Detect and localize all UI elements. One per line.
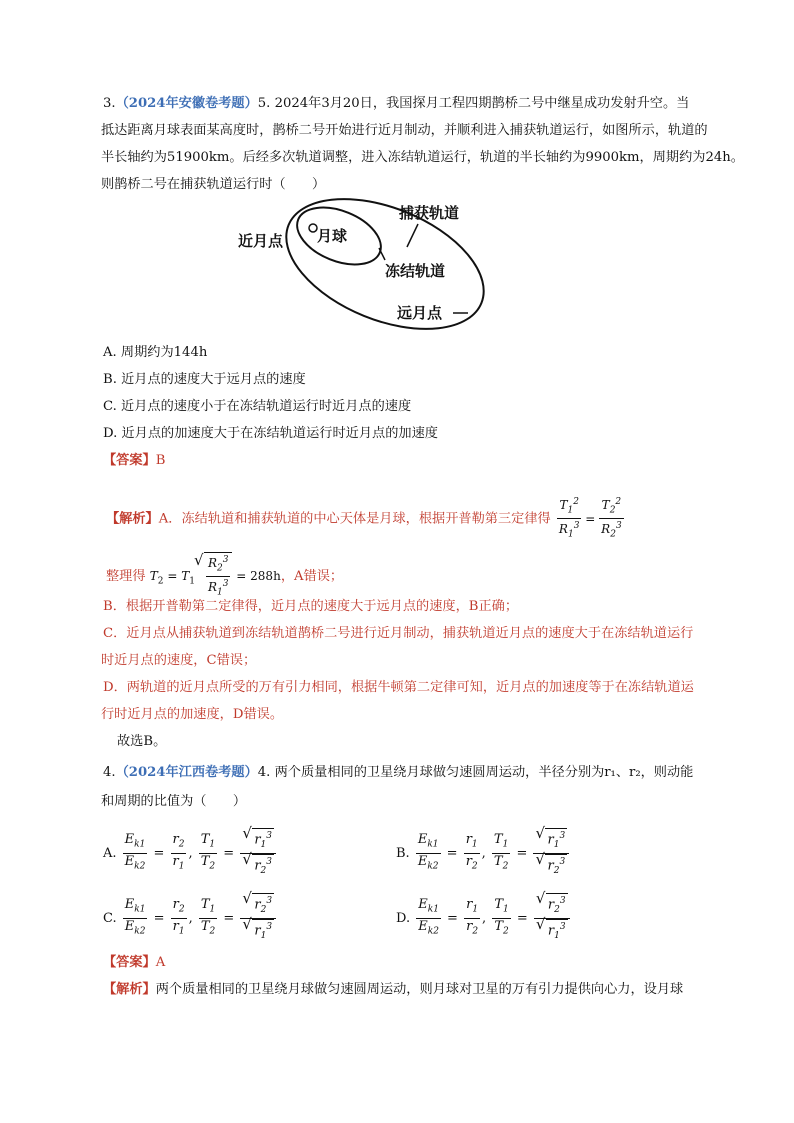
question-text: 4. 两个质量相同的卫星绕月球做匀速圆周运动，半径分别为r₁、r₂，则动能	[257, 765, 694, 780]
option-label: D.	[396, 910, 411, 926]
q3-analysis-d1: D．两轨道的近月点所受的万有引力相同，根据牛顿第二定律可知，近月点的加速度等于在冻结轨道运	[103, 680, 694, 695]
q3-option-c: C. 近月点的速度小于在冻结轨道运行时近月点的速度	[103, 399, 412, 414]
satellite-marker	[309, 224, 317, 232]
q3-analysis-c1: C．近月点从捕获轨道到冻结轨道鹊桥二号进行近月制动，捕获轨道近月点的速度大于在冻结轨道运行	[103, 626, 694, 641]
capture-orbit-label: 捕获轨道	[399, 204, 460, 222]
q3-line-3: 半长轴约为51900km。后经多次轨道调整，进入冻结轨道运行，轨道的半长轴约为9900km，周期约为24h。	[101, 150, 744, 165]
orbit-diagram	[235, 192, 495, 337]
q4-answer	[103, 953, 165, 973]
q3-option-b: B. 近月点的速度大于远月点的速度	[103, 372, 306, 387]
q4-analysis	[103, 980, 683, 1000]
question-number: 3.	[103, 96, 116, 111]
kepler-third-law-formula: $\frac{T_1^2}{R_1^3}$ = $\frac{T_2^2}{R_2^3}$	[558, 497, 622, 540]
rearrange-prefix: 整理得	[106, 568, 146, 584]
question-text: 5. 2024年3月20日，我国探月工程四期鹊桥二号中继星成功发射升空。当	[257, 96, 690, 111]
q3-analysis-c2: 时近月点的速度，C错误；	[101, 653, 257, 668]
rearrange-formula: $T_2 = T_1$ √ $\frac{R_2^3}{R_1^3}$ = 288h	[150, 569, 281, 583]
q3-analysis-b: B．根据开普勒第二定律得，近月点的速度大于远月点的速度，B正确；	[103, 599, 519, 614]
q4-option-c: C. $\frac{E_{k1}}{E_{k2}}$ = $\frac{r_2}{r_1}$ , $\frac{T_1}{T_2}$ = √ $r_2^3$ √ $r_1^3$	[103, 893, 278, 944]
rearrange-suffix: ，A错误；	[280, 568, 344, 584]
capture-orbit-pointer	[407, 224, 418, 247]
q3-option-a: A. 周期约为144h	[103, 345, 208, 360]
frozen-orbit-label: 冻结轨道	[385, 262, 446, 280]
option-label: A.	[103, 845, 117, 861]
q3-analysis-d2: 行时近月点的加速度，D错误。	[101, 707, 284, 722]
q3-option-d: D. 近月点的加速度大于在冻结轨道运行时近月点的加速度	[103, 426, 438, 441]
q3-rearrange	[106, 552, 343, 601]
q3-line-2: 抵达距离月球表面某高度时，鹊桥二号开始进行近月制动，并顺利进入捕获轨道运行，如图所示，轨道的	[101, 123, 708, 138]
question-number: 4.	[103, 765, 116, 780]
analysis-label: 【解析】	[106, 511, 159, 527]
analysis-text: 两个质量相同的卫星绕月球做匀速圆周运动，则月球对卫星的万有引力提供向心力，设月球	[155, 982, 684, 997]
analysis-label: 【解析】	[103, 982, 156, 997]
perilune-label: 近月点	[238, 232, 284, 250]
apolune-label: 远月点	[397, 304, 443, 322]
answer-value: B	[155, 453, 166, 468]
option-label: C.	[103, 910, 117, 926]
answer-label: 【答案】	[103, 955, 156, 970]
q3-analysis-a	[106, 495, 626, 543]
q3-conclusion: 故选B。	[117, 734, 167, 749]
option-label: B.	[396, 845, 410, 861]
q4-option-d: D. $\frac{E_{k1}}{E_{k2}}$ = $\frac{r_1}{r_2}$ , $\frac{T_1}{T_2}$ = √ $r_2^3$ √ $r_1^3$	[396, 893, 572, 944]
answer-value: A	[155, 955, 166, 970]
question-source: （2024年江西卷考题）	[115, 765, 258, 780]
q3-line-1	[103, 94, 689, 114]
analysis-text: A．冻结轨道和捕获轨道的中心天体是月球，根据开普勒第三定律得	[158, 511, 551, 527]
answer-label: 【答案】	[103, 453, 156, 468]
q4-line-2: 和周期的比值为（ ）	[101, 794, 247, 809]
question-source: （2024年安徽卷考题）	[115, 96, 258, 111]
q4-option-a: A. $\frac{E_{k1}}{E_{k2}}$ = $\frac{r_2}{r_1}$ , $\frac{T_1}{T_2}$ = √ $r_1^3$ √ $r_2^3$	[103, 828, 278, 879]
moon-label: 月球	[317, 227, 348, 245]
q3-answer	[103, 451, 165, 471]
q3-line-4: 则鹊桥二号在捕获轨道运行时（ ）	[101, 177, 326, 192]
q4-option-b: B. $\frac{E_{k1}}{E_{k2}}$ = $\frac{r_1}{r_2}$ , $\frac{T_1}{T_2}$ = √ $r_1^3$ √ $r_2^3$	[396, 828, 571, 879]
q4-line-1	[103, 763, 693, 783]
rearrange-result: = 288h	[236, 568, 281, 583]
